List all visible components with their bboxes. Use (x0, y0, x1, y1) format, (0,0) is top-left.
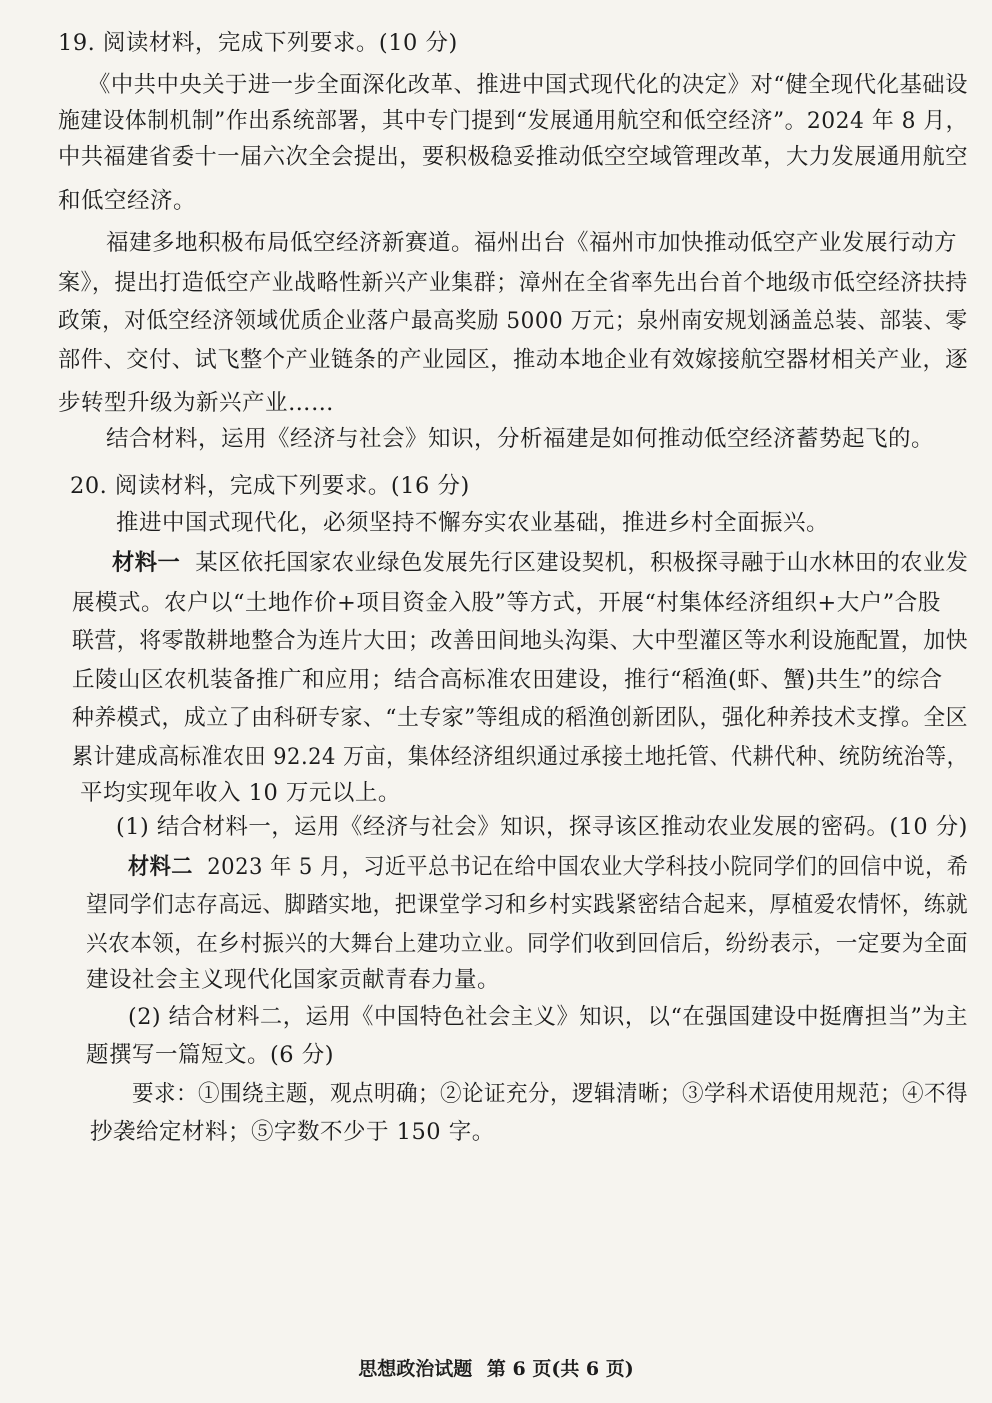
q20-m1-line-7: 平均实现年收入 10 万元以上。 (80, 780, 401, 806)
q19-line-3: 中共福建省委十一届六次全会提出，要积极稳妥推动低空空域管理改革，大力发展通用航空 (58, 144, 968, 170)
q19-line-8: 部件、交付、试飞整个产业链条的产业园区，推动本地企业有效嫁接航空器材相关产业，逐 (58, 347, 968, 373)
q19-task: 结合材料，运用《经济与社会》知识，分析福建是如何推动低空经济蓄势起飞的。 (106, 426, 935, 452)
footer-subject: 思想政治试题 (358, 1358, 473, 1380)
q20-m1-line-4: 丘陵山区农机装备推广和应用；结合高标准农田建设，推行“稻渔(虾、蟹)共生”的综合 (72, 667, 943, 693)
q20-m2-line-3: 兴农本领，在乡村振兴的大舞台上建功立业。同学们收到回信后，纷纷表示，一定要为全面 (86, 931, 969, 957)
q19-line-4: 和低空经济。 (58, 188, 197, 214)
material-2-text: 2023 年 5 月，习近平总书记在给中国农业大学科技小院同学们的回信中说，希 (207, 854, 969, 880)
page-footer (0, 1356, 992, 1382)
material-2-label: 材料二 (128, 854, 193, 880)
q20-subquestion-2-line-1: (2) 结合材料二，运用《中国特色社会主义》知识，以“在强国建设中挺膺担当”为主 (128, 1004, 969, 1030)
q19-line-9: 步转型升级为新兴产业…… (58, 390, 335, 416)
q20-subquestion-2-line-2: 题撰写一篇短文。(6 分) (86, 1042, 335, 1068)
q20-m1-line-6: 累计建成高标准农田 92.24 万亩，集体经济组织通过承接土地托管、代耕代种、统防统治等， (72, 744, 969, 770)
material-1-label: 材料一 (112, 550, 181, 576)
q20-m2-line-2: 望同学们志存高远、脚踏实地，把课堂学习和乡村实践紧密结合起来，厚植爱农情怀，练就 (86, 892, 969, 918)
q20-requirements-line-1: 要求：①围绕主题，观点明确；②论证充分，逻辑清晰；③学科术语使用规范；④不得 (132, 1081, 968, 1107)
q20-material-2-first-line (128, 852, 968, 882)
q19-line-7: 政策，对低空经济领域优质企业落户最高奖励 5000 万元；泉州南安规划涵盖总装、部装、零 (58, 308, 968, 334)
footer-page-number: 第 6 页(共 6 页) (486, 1358, 634, 1380)
q19-heading: 19. 阅读材料，完成下列要求。(10 分) (58, 30, 458, 56)
q20-subquestion-1: (1) 结合材料一，运用《经济与社会》知识，探寻该区推动农业发展的密码。(10 分) (116, 814, 968, 840)
q19-line-2: 施建设体制机制”作出系统部署，其中专门提到“发展通用航空和低空经济”。2024 年 8 月， (58, 108, 968, 134)
q19-line-6: 案》，提出打造低空产业战略性新兴产业集群；漳州在全省率先出台首个地级市低空经济扶持 (58, 270, 968, 296)
q19-line-5: 福建多地积极布局低空经济新赛道。福州出台《福州市加快推动低空产业发展行动方 (106, 230, 958, 256)
q19-line-1: 《中共中央关于进一步全面深化改革、推进中国式现代化的决定》对“健全现代化基础设 (88, 72, 968, 98)
q20-m1-line-2: 展模式。农户以“土地作价+项目资金入股”等方式，开展“村集体经济组织+大户”合股 (72, 590, 941, 616)
q20-m2-line-4: 建设社会主义现代化国家贡献青春力量。 (86, 967, 501, 993)
material-1-text: 某区依托国家农业绿色发展先行区建设契机，积极探寻融于山水林田的农业发 (195, 550, 969, 576)
q20-intro: 推进中国式现代化，必须坚持不懈夯实农业基础，推进乡村全面振兴。 (116, 510, 830, 536)
q20-material-1-first-line (112, 548, 968, 578)
q20-m1-line-3: 联营，将零散耕地整合为连片大田；改善田间地头沟渠、大中型灌区等水利设施配置，加快 (72, 628, 969, 654)
q20-requirements-line-2: 抄袭给定材料；⑤字数不少于 150 字。 (90, 1119, 495, 1145)
q20-m1-line-5: 种养模式，成立了由科研专家、“土专家”等组成的稻渔创新团队，强化种养技术支撑。全区 (72, 705, 969, 731)
q20-heading: 20. 阅读材料，完成下列要求。(16 分) (70, 473, 470, 499)
